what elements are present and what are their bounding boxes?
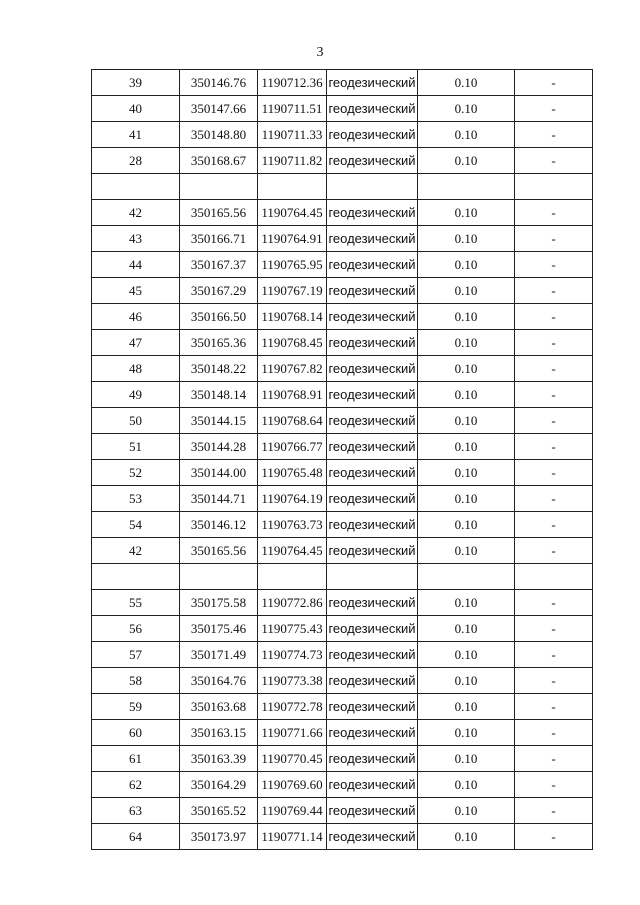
x-coordinate-cell: 350148.22 <box>180 356 258 382</box>
accuracy-cell: 0.10 <box>418 772 515 798</box>
point-number-cell: 62 <box>92 772 180 798</box>
note-cell: - <box>515 122 593 148</box>
method-cell: геодезический <box>327 590 418 616</box>
table-row <box>92 512 593 538</box>
accuracy-cell: 0.10 <box>418 304 515 330</box>
table-row <box>92 408 593 434</box>
table-row <box>92 486 593 512</box>
point-number-cell: 47 <box>92 330 180 356</box>
point-number-cell: 40 <box>92 96 180 122</box>
table-row <box>92 590 593 616</box>
note-cell: - <box>515 382 593 408</box>
x-coordinate-cell: 350144.71 <box>180 486 258 512</box>
note-cell: - <box>515 798 593 824</box>
x-coordinate-cell: 350171.49 <box>180 642 258 668</box>
x-coordinate-cell: 350167.29 <box>180 278 258 304</box>
y-coordinate-cell: 1190771.14 <box>258 824 327 850</box>
point-number-cell: 44 <box>92 252 180 278</box>
point-number-cell: 58 <box>92 668 180 694</box>
note-cell: - <box>515 694 593 720</box>
y-coordinate-cell: 1190764.45 <box>258 538 327 564</box>
x-coordinate-cell: 350148.80 <box>180 122 258 148</box>
note-cell: - <box>515 330 593 356</box>
y-coordinate-cell: 1190766.77 <box>258 434 327 460</box>
table-row <box>92 226 593 252</box>
y-coordinate-cell: 1190768.14 <box>258 304 327 330</box>
method-cell: геодезический <box>327 824 418 850</box>
x-coordinate-cell: 350164.29 <box>180 772 258 798</box>
accuracy-cell: 0.10 <box>418 512 515 538</box>
accuracy-cell: 0.10 <box>418 382 515 408</box>
note-cell: - <box>515 512 593 538</box>
accuracy-cell: 0.10 <box>418 486 515 512</box>
point-number-cell: 51 <box>92 434 180 460</box>
note-cell: - <box>515 668 593 694</box>
y-coordinate-cell: 1190764.45 <box>258 200 327 226</box>
note-cell: - <box>515 746 593 772</box>
table-row <box>92 434 593 460</box>
note-cell: - <box>515 226 593 252</box>
y-coordinate-cell: 1190768.64 <box>258 408 327 434</box>
note-cell: - <box>515 278 593 304</box>
x-coordinate-cell: 350165.56 <box>180 538 258 564</box>
note-cell: - <box>515 252 593 278</box>
table-row <box>92 564 593 590</box>
accuracy-cell: 0.10 <box>418 720 515 746</box>
point-number-cell: 54 <box>92 512 180 538</box>
x-coordinate-cell: 350146.76 <box>180 70 258 96</box>
method-cell: геодезический <box>327 226 418 252</box>
y-coordinate-cell: 1190768.91 <box>258 382 327 408</box>
y-coordinate-cell: 1190764.91 <box>258 226 327 252</box>
note-cell: - <box>515 486 593 512</box>
accuracy-cell: 0.10 <box>418 122 515 148</box>
note-cell <box>515 564 593 590</box>
accuracy-cell: 0.10 <box>418 408 515 434</box>
note-cell: - <box>515 356 593 382</box>
accuracy-cell <box>418 564 515 590</box>
method-cell: геодезический <box>327 616 418 642</box>
table-row <box>92 642 593 668</box>
x-coordinate-cell: 350144.00 <box>180 460 258 486</box>
x-coordinate-cell: 350165.52 <box>180 798 258 824</box>
method-cell: геодезический <box>327 252 418 278</box>
method-cell: геодезический <box>327 408 418 434</box>
point-number-cell <box>92 564 180 590</box>
point-number-cell: 50 <box>92 408 180 434</box>
y-coordinate-cell: 1190775.43 <box>258 616 327 642</box>
x-coordinate-cell <box>180 564 258 590</box>
x-coordinate-cell: 350164.76 <box>180 668 258 694</box>
method-cell <box>327 174 418 200</box>
point-number-cell: 43 <box>92 226 180 252</box>
y-coordinate-cell <box>258 564 327 590</box>
y-coordinate-cell: 1190763.73 <box>258 512 327 538</box>
x-coordinate-cell: 350168.67 <box>180 148 258 174</box>
accuracy-cell: 0.10 <box>418 616 515 642</box>
note-cell: - <box>515 720 593 746</box>
accuracy-cell: 0.10 <box>418 746 515 772</box>
note-cell: - <box>515 460 593 486</box>
accuracy-cell: 0.10 <box>418 434 515 460</box>
y-coordinate-cell: 1190768.45 <box>258 330 327 356</box>
point-number-cell: 63 <box>92 798 180 824</box>
point-number-cell: 64 <box>92 824 180 850</box>
accuracy-cell: 0.10 <box>418 252 515 278</box>
note-cell: - <box>515 200 593 226</box>
table-row <box>92 200 593 226</box>
note-cell: - <box>515 434 593 460</box>
method-cell: геодезический <box>327 538 418 564</box>
method-cell: геодезический <box>327 304 418 330</box>
y-coordinate-cell: 1190770.45 <box>258 746 327 772</box>
y-coordinate-cell: 1190772.86 <box>258 590 327 616</box>
accuracy-cell: 0.10 <box>418 200 515 226</box>
method-cell: геодезический <box>327 486 418 512</box>
method-cell: геодезический <box>327 642 418 668</box>
table-row <box>92 668 593 694</box>
y-coordinate-cell: 1190711.33 <box>258 122 327 148</box>
point-number-cell: 60 <box>92 720 180 746</box>
accuracy-cell: 0.10 <box>418 70 515 96</box>
x-coordinate-cell: 350144.28 <box>180 434 258 460</box>
table-row <box>92 174 593 200</box>
accuracy-cell: 0.10 <box>418 668 515 694</box>
table-row <box>92 382 593 408</box>
point-number-cell <box>92 174 180 200</box>
y-coordinate-cell: 1190772.78 <box>258 694 327 720</box>
accuracy-cell: 0.10 <box>418 226 515 252</box>
table-row <box>92 122 593 148</box>
table-row <box>92 460 593 486</box>
point-number-cell: 61 <box>92 746 180 772</box>
note-cell: - <box>515 590 593 616</box>
note-cell <box>515 174 593 200</box>
method-cell: геодезический <box>327 278 418 304</box>
method-cell: геодезический <box>327 460 418 486</box>
y-coordinate-cell <box>258 174 327 200</box>
point-number-cell: 55 <box>92 590 180 616</box>
table-row <box>92 356 593 382</box>
x-coordinate-cell: 350148.14 <box>180 382 258 408</box>
point-number-cell: 28 <box>92 148 180 174</box>
table-row <box>92 772 593 798</box>
method-cell: геодезический <box>327 720 418 746</box>
y-coordinate-cell: 1190773.38 <box>258 668 327 694</box>
x-coordinate-cell: 350163.68 <box>180 694 258 720</box>
point-number-cell: 52 <box>92 460 180 486</box>
accuracy-cell: 0.10 <box>418 96 515 122</box>
y-coordinate-cell: 1190769.60 <box>258 772 327 798</box>
method-cell <box>327 564 418 590</box>
y-coordinate-cell: 1190767.19 <box>258 278 327 304</box>
point-number-cell: 48 <box>92 356 180 382</box>
x-coordinate-cell: 350146.12 <box>180 512 258 538</box>
method-cell: геодезический <box>327 96 418 122</box>
table-row <box>92 746 593 772</box>
accuracy-cell: 0.10 <box>418 694 515 720</box>
method-cell: геодезический <box>327 122 418 148</box>
x-coordinate-cell: 350166.50 <box>180 304 258 330</box>
x-coordinate-cell: 350147.66 <box>180 96 258 122</box>
note-cell: - <box>515 96 593 122</box>
point-number-cell: 57 <box>92 642 180 668</box>
method-cell: геодезический <box>327 772 418 798</box>
method-cell: геодезический <box>327 798 418 824</box>
point-number-cell: 46 <box>92 304 180 330</box>
coordinates-table <box>91 69 593 850</box>
table-row <box>92 694 593 720</box>
accuracy-cell <box>418 174 515 200</box>
table-row <box>92 798 593 824</box>
x-coordinate-cell: 350165.56 <box>180 200 258 226</box>
table-row <box>92 96 593 122</box>
note-cell: - <box>515 772 593 798</box>
method-cell: геодезический <box>327 694 418 720</box>
y-coordinate-cell: 1190771.66 <box>258 720 327 746</box>
method-cell: геодезический <box>327 200 418 226</box>
accuracy-cell: 0.10 <box>418 642 515 668</box>
accuracy-cell: 0.10 <box>418 590 515 616</box>
table-row <box>92 278 593 304</box>
y-coordinate-cell: 1190774.73 <box>258 642 327 668</box>
point-number-cell: 45 <box>92 278 180 304</box>
table-row <box>92 720 593 746</box>
accuracy-cell: 0.10 <box>418 538 515 564</box>
table-row <box>92 70 593 96</box>
point-number-cell: 39 <box>92 70 180 96</box>
point-number-cell: 59 <box>92 694 180 720</box>
y-coordinate-cell: 1190765.95 <box>258 252 327 278</box>
point-number-cell: 53 <box>92 486 180 512</box>
note-cell: - <box>515 538 593 564</box>
x-coordinate-cell: 350165.36 <box>180 330 258 356</box>
y-coordinate-cell: 1190711.51 <box>258 96 327 122</box>
note-cell: - <box>515 70 593 96</box>
point-number-cell: 56 <box>92 616 180 642</box>
table-row <box>92 616 593 642</box>
point-number-cell: 49 <box>92 382 180 408</box>
note-cell: - <box>515 642 593 668</box>
y-coordinate-cell: 1190764.19 <box>258 486 327 512</box>
method-cell: геодезический <box>327 512 418 538</box>
accuracy-cell: 0.10 <box>418 330 515 356</box>
accuracy-cell: 0.10 <box>418 356 515 382</box>
method-cell: геодезический <box>327 746 418 772</box>
accuracy-cell: 0.10 <box>418 824 515 850</box>
note-cell: - <box>515 148 593 174</box>
method-cell: геодезический <box>327 382 418 408</box>
y-coordinate-cell: 1190765.48 <box>258 460 327 486</box>
x-coordinate-cell: 350173.97 <box>180 824 258 850</box>
point-number-cell: 42 <box>92 200 180 226</box>
method-cell: геодезический <box>327 330 418 356</box>
accuracy-cell: 0.10 <box>418 148 515 174</box>
accuracy-cell: 0.10 <box>418 460 515 486</box>
point-number-cell: 42 <box>92 538 180 564</box>
y-coordinate-cell: 1190767.82 <box>258 356 327 382</box>
table-row <box>92 252 593 278</box>
method-cell: геодезический <box>327 356 418 382</box>
method-cell: геодезический <box>327 70 418 96</box>
note-cell: - <box>515 408 593 434</box>
x-coordinate-cell: 350144.15 <box>180 408 258 434</box>
coordinates-table-body <box>92 70 593 850</box>
x-coordinate-cell <box>180 174 258 200</box>
table-row <box>92 304 593 330</box>
x-coordinate-cell: 350163.39 <box>180 746 258 772</box>
accuracy-cell: 0.10 <box>418 798 515 824</box>
x-coordinate-cell: 350175.46 <box>180 616 258 642</box>
y-coordinate-cell: 1190712.36 <box>258 70 327 96</box>
x-coordinate-cell: 350167.37 <box>180 252 258 278</box>
x-coordinate-cell: 350175.58 <box>180 590 258 616</box>
accuracy-cell: 0.10 <box>418 278 515 304</box>
table-row <box>92 330 593 356</box>
method-cell: геодезический <box>327 434 418 460</box>
table-row <box>92 824 593 850</box>
table-row <box>92 148 593 174</box>
table-row <box>92 538 593 564</box>
x-coordinate-cell: 350163.15 <box>180 720 258 746</box>
method-cell: геодезический <box>327 668 418 694</box>
note-cell: - <box>515 616 593 642</box>
note-cell: - <box>515 824 593 850</box>
page-number: 3 <box>316 45 324 60</box>
note-cell: - <box>515 304 593 330</box>
x-coordinate-cell: 350166.71 <box>180 226 258 252</box>
point-number-cell: 41 <box>92 122 180 148</box>
y-coordinate-cell: 1190769.44 <box>258 798 327 824</box>
method-cell: геодезический <box>327 148 418 174</box>
y-coordinate-cell: 1190711.82 <box>258 148 327 174</box>
